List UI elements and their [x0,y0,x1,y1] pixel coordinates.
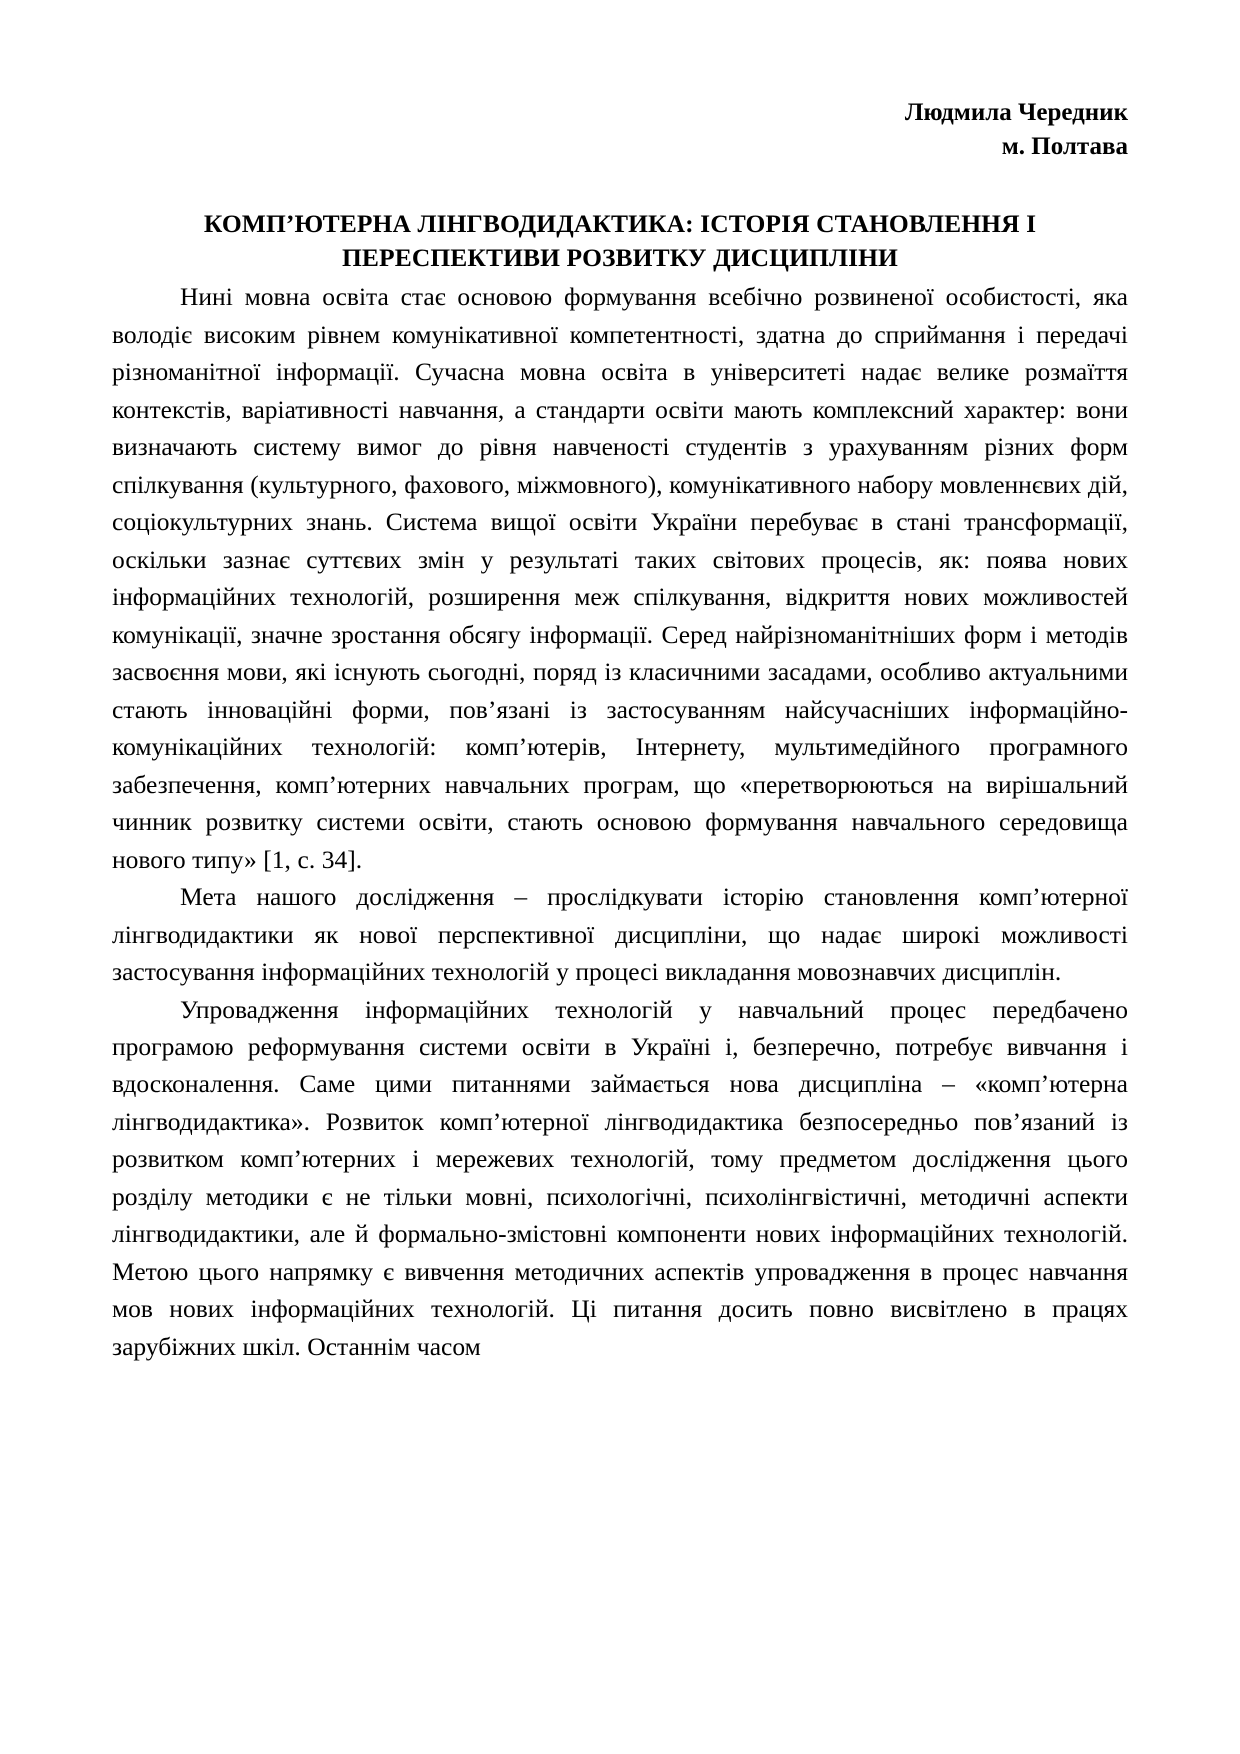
author-city: м. Полтава [1001,132,1128,160]
paragraph: Нині мовна освіта стає основою формування всебічно розвиненої особистості, яка володіє високим рівнем комунікативної компетентності, здатна до сприймання і передачі різноманітної інформації. Сучасна мовна освіта в університеті надає велике розмаїття контекстів, варіативності навчання, а стандарти освіти мають комплексний характер: вони визначають систему вимог до рівня навченості студентів з урахуванням різних форм спілкування (культурного, фахового, міжмовного), комунікативного набору мовленнєвих дій, соціокультурних знань. Система вищої освіти України перебуває в стані трансформації, оскільки зазнає суттєвих змін у результаті таких світових процесів, як: поява нових інформаційних технологій, розширення меж спілкування, відкриття нових можливостей комунікації, значне зростання обсягу інформації. Серед найрізноманітніших форм і методів засвоєння мови, які існують сьогодні, поряд із класичними засадами, особливо актуальними стають інноваційні форми, пов’язані із застосуванням найсучасніших інформаційно-комунікаційних технологій: комп’ютерів, Інтернету, мультимедійного програмного забезпечення, комп’ютерних навчальних програм, що «перетворюються на вирішальний чинник розвитку системи освіти, стають основою формування навчального середовища нового типу» [1, с. 34]. [112,282,1128,874]
paragraph: Мета нашого дослідження – прослідкувати історію становлення комп’ютерної лінгводидактики як нової перспективної дисципліни, що надає широкі можливості застосування інформаційних технологій у процесі викладання мовознавчих дисциплін. [112,882,1128,987]
body-text [112,278,1128,1365]
author-name: Людмила Чередник [904,99,1128,126]
page-title [122,207,1118,274]
title-line-2: ПЕРЕСПЕКТИВИ РОЗВИТКУ ДИСЦИПЛІНИ [342,242,898,272]
title-line-1: КОМП’ЮТЕРНА ЛІНГВОДИДАКТИКА: ІСТОРІЯ СТАНОВЛЕННЯ І [203,209,1037,238]
author-block [112,96,1128,163]
paragraph: Упровадження інформаційних технологій у навчальний процес передбачено програмою реформування системи освіти в Україні і, безперечно, потребує вивчання і вдосконалення. Саме цими питаннями займається нова дисципліна – «комп’ютерна лінгводидактика». Розвиток комп’ютерної лінгводидактика безпосередньо пов’язаний із розвитком комп’ютерних і мережевих технологій, тому предметом дослідження цього розділу методики є не тільки мовні, психологічні, психолінгвістичні, методичні аспекти лінгводидактики, але й формально-змістовні компоненти нових інформаційних технологій. Метою цього напрямку є вивчення методичних аспектів упровадження в процес навчання мов нових інформаційних технологій. Ці питання досить повно висвітлено в працях зарубіжних шкіл. Останнім часом [112,994,1128,1361]
